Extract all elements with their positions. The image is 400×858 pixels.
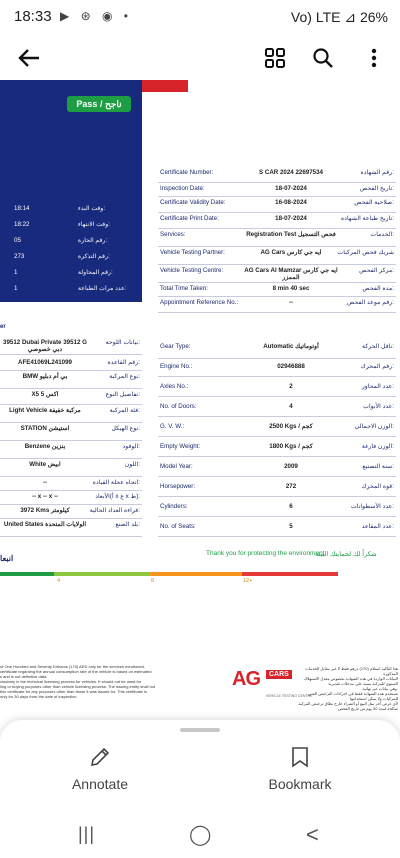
time-label: وقت الانتهاء: <box>78 221 110 228</box>
time-value: 18:14 <box>14 205 30 212</box>
emission-scale-orange <box>150 572 242 576</box>
system-nav-bar <box>0 820 400 858</box>
vehicle-left-row <box>0 372 142 389</box>
emission-scale-lightgreen <box>54 572 150 576</box>
home-icon[interactable]: ◯ <box>189 824 212 846</box>
vehicle-label-ar: الوزن فارغة: <box>361 443 394 450</box>
time-label: رقم المحاولة: <box>78 269 113 276</box>
scale-tick: 4 <box>57 578 61 584</box>
vehicle-value: 2500 Kgs / كجم <box>269 423 313 430</box>
cert-row <box>158 284 396 297</box>
thanks-text-ar: شكراً لك لحمايتك البيئة <box>315 551 377 558</box>
vehicle-label-ar: ناقل الحركة: <box>362 343 394 350</box>
header-red-tab <box>142 80 188 92</box>
annotate-button[interactable] <box>40 746 160 792</box>
vehicle-left-row <box>0 492 142 505</box>
vehicle-row <box>158 442 396 457</box>
cert-value: -- <box>288 299 294 306</box>
vehicle-label: Axles No.: <box>160 383 189 390</box>
time-row <box>0 205 142 217</box>
time-value: 1 <box>14 285 18 292</box>
bottom-action-sheet <box>0 720 400 820</box>
vehicle-left-row <box>0 506 142 519</box>
vehicle-left-value: STATION استيشن <box>20 425 70 432</box>
footer-disclaimer <box>0 664 168 699</box>
cert-label-ar: صلاحية الفحص: <box>354 199 394 206</box>
time-row <box>0 253 142 265</box>
time-value: 1 <box>14 269 18 276</box>
footer-line-ar: لأي غرض آخر مثل البيع أو الشراء خارج نطاق ترخيص المركبة <box>298 701 398 706</box>
app-bar <box>0 36 400 80</box>
emission-scale-red <box>242 572 338 576</box>
thanks-text: Thank you for protecting the environment. <box>206 550 327 557</box>
time-label: وقت البدء: <box>78 205 106 212</box>
vehicle-left-row <box>0 390 142 405</box>
bookmark-button[interactable] <box>240 746 360 792</box>
vehicle-left-value: BMW بي أم دبليو <box>22 373 68 380</box>
cert-row <box>158 214 396 229</box>
footer-line: certificate regarding the annual consumption rate of the vehicle is based on estimated <box>0 669 152 674</box>
vehicle-left-value: White ابيض <box>29 461 61 468</box>
cert-row <box>158 184 396 197</box>
cert-label: Vehicle Testing Centre: <box>160 267 224 274</box>
status-bar <box>0 0 400 36</box>
vehicle-label: Cylinders: <box>160 503 188 510</box>
time-row <box>0 269 142 281</box>
cert-value: 16-08-2024 <box>275 199 307 206</box>
vehicle-label-ar: الوزن الاجمالي: <box>354 423 394 430</box>
time-label: رقم التذكرة: <box>78 253 110 260</box>
vehicle-label-ar: عدد المقاعد: <box>361 523 394 530</box>
vehicle-left-row <box>0 442 142 459</box>
vehicle-left-label: نوع الهيكل: <box>111 425 140 432</box>
vehicle-label-ar: سنة التصنيع: <box>362 463 394 470</box>
back-nav-icon[interactable]: < <box>306 822 319 847</box>
vehicle-label-ar: قوة المحرك: <box>361 483 394 490</box>
vehicle-row <box>158 482 396 497</box>
vehicle-left-value: Benzene بنزين <box>24 443 66 450</box>
vehicle-label: No. of Doors: <box>160 403 197 410</box>
cert-row <box>158 230 396 247</box>
time-value: 05 <box>14 237 21 244</box>
vehicle-label: Empty Weight: <box>160 443 201 450</box>
cert-label: Vehicle Testing Partner: <box>160 249 225 256</box>
vehicle-value: 02946888 <box>277 363 305 370</box>
cert-row <box>158 298 396 313</box>
status-right-icons: Vo) LTE ⊿ 26% <box>290 9 388 25</box>
cert-row <box>158 198 396 213</box>
vehicle-left-label: اتجاه عجلة القيادة: <box>92 479 140 486</box>
vehicle-row <box>158 382 396 397</box>
cert-label: Appointment Reference No.: <box>160 299 239 306</box>
vehicle-left-row <box>0 478 142 491</box>
vehicle-label: No. of Seats: <box>160 523 196 530</box>
cert-label-ar: الخدمات: <box>370 231 394 238</box>
footer-disclaimer-ar <box>296 666 398 711</box>
footer-line-ar: صالحة لمدة 30 يوم من تاريخ الفحص <box>337 706 398 711</box>
vehicle-left-row <box>0 460 142 477</box>
cert-label: Inspection Date: <box>160 185 205 192</box>
vehicle-left-label: رقم القاعدة: <box>107 359 140 366</box>
recents-icon[interactable]: ||| <box>78 824 96 844</box>
emission-scale-green <box>0 572 54 576</box>
vehicle-label-ar: رقم المحرك: <box>360 363 394 370</box>
cert-label: Services: <box>160 231 186 238</box>
footer-line-ar: تستخدم هذه الشهادة فقط في اجراءات الترخيص الفني للمركبات ولا يمكن استخدامها <box>308 691 398 701</box>
vehicle-left-value: Light Vehicle مركبة خفيفة <box>9 407 81 414</box>
cert-value: Registration Test فحص التسجيل <box>246 231 336 238</box>
cert-row <box>158 266 396 283</box>
footer-line: of One Hundred and Seventy Dirhams (170) AED only for the services mentioned. <box>0 664 145 669</box>
vehicle-left-row <box>0 406 142 423</box>
time-value: 18:22 <box>14 221 30 228</box>
vehicle-left-value: -- <box>42 479 48 486</box>
footer-line-ar: البيانات الواردة في هذه الشهادة بخصوص معدل الاستهلاك السنوي للمركبة مبنية على مدخلات تقديرية <box>303 676 398 686</box>
vehicle-left-label: نوع المركبة: <box>109 373 140 380</box>
scale-tick: 8 <box>151 578 155 584</box>
vehicle-row <box>158 362 396 377</box>
time-label: عدد مرات الطباعة: <box>78 285 127 292</box>
ag-cars-logo <box>232 668 264 702</box>
bookmark-label: Bookmark <box>268 776 332 792</box>
cert-label: Certificate Print Date: <box>160 215 219 222</box>
logo-cars: CARS <box>266 670 292 679</box>
time-row <box>0 285 142 297</box>
footer-line: clusively in the technical licensing process for vehicles. It should not be used for <box>0 679 142 684</box>
cert-label-ar: رقم الشهادة: <box>360 169 394 176</box>
vehicle-left-row <box>0 358 142 371</box>
vehicle-value: 4 <box>289 403 293 410</box>
back-arrow-icon[interactable] <box>14 44 44 72</box>
grid-icon[interactable] <box>262 44 288 72</box>
annotate-label: Annotate <box>71 776 129 792</box>
vehicle-label: Model Year: <box>160 463 193 470</box>
vehicle-value: 272 <box>285 483 297 490</box>
vehicle-left-label: اللون: <box>124 461 140 468</box>
footer-line: ling or buying purposes other than vehicle licensing process. The issuing entity shall not <box>0 684 156 689</box>
vehicle-value: 1800 Kgs / كجم <box>269 443 313 450</box>
time-value: 273 <box>14 253 25 260</box>
vehicle-left-value: 39512 Dubai Private 39512 G دبي خصوصي <box>3 339 87 353</box>
vehicle-left-value: United States الولايات المتحدة <box>3 521 87 528</box>
vehicle-left-value: AFE41069L241099 <box>17 359 72 366</box>
status-time: 18:33 <box>14 8 52 25</box>
time-row <box>0 237 142 249</box>
vehicle-value: 2009 <box>284 463 298 470</box>
vehicle-label-ar: عدد المحاور: <box>361 383 394 390</box>
cert-value: 18-07-2024 <box>275 215 307 222</box>
vehicle-left-label: قراءة العداد الحالية: <box>89 507 140 514</box>
vehicle-row <box>158 402 396 417</box>
vehicle-left-value: X5 اكس 5 <box>31 391 59 398</box>
vehicle-label-ar: عدد الأسطوانات: <box>350 503 394 510</box>
vehicle-left-label: بيانات اللوحة: <box>105 339 140 346</box>
search-icon[interactable] <box>310 44 336 72</box>
vehicle-label: Engine No.: <box>160 363 193 370</box>
cert-label-ar: مركز الفحص: <box>359 267 394 274</box>
vehicle-row <box>158 522 396 537</box>
cert-value: S CAR 2024 22697534 <box>259 169 323 176</box>
vehicle-label-ar: عدد الأبواب: <box>363 403 394 410</box>
cert-value: 18-07-2024 <box>275 185 307 192</box>
vehicle-value: 5 <box>289 523 293 530</box>
vehicle-row <box>158 422 396 437</box>
pass-badge: Pass / ناجح <box>67 96 131 112</box>
vehicle-left-label: بلد الصنع: <box>115 521 140 528</box>
logo-subtitle: VEHICLE TESTING CENTRE <box>266 694 313 698</box>
cert-label-ar: تاريخ الفحص: <box>359 185 394 192</box>
sheet-handle[interactable] <box>180 728 220 732</box>
vehicle-left-label: الوقود: <box>122 443 140 450</box>
footer-line-ar: وهي بيانات غير نهائية. <box>362 686 398 691</box>
vehicle-row <box>158 502 396 517</box>
vehicle-label: Gear Type: <box>160 343 191 350</box>
cert-label: Total Time Taken: <box>160 285 209 292</box>
vehicle-row <box>158 462 396 477</box>
cutoff-heading: er <box>0 324 6 330</box>
vehicle-left-label: فئة المركبة: <box>109 407 140 414</box>
cert-value: 8 min 40 sec <box>272 285 310 292</box>
footer-line: this certificate for any purposes other than those it was issued for. This certificate is <box>0 689 147 694</box>
pencil-icon <box>40 746 160 772</box>
logo-ag: AG <box>232 668 260 690</box>
vehicle-left-label: الأبعاد(أ x ع x ط): <box>95 493 140 500</box>
cert-label-ar: شريك فحص المركبات <box>337 249 394 256</box>
vehicle-value: 6 <box>289 503 293 510</box>
vehicle-left-row <box>0 424 142 441</box>
cert-row <box>158 168 396 183</box>
time-label: رقم الحارة: <box>78 237 108 244</box>
vehicle-label: Horsepower: <box>160 483 196 490</box>
footer-line: s and is not definitive data. <box>0 674 48 679</box>
vehicle-left-label: تفاصيل النوع: <box>105 391 140 398</box>
vehicle-left-row <box>0 338 142 355</box>
cert-row <box>158 248 396 265</box>
vehicle-row <box>158 342 396 359</box>
cert-value: AG Cars ايه جي كارس <box>260 249 322 256</box>
more-vert-icon[interactable] <box>362 44 386 72</box>
vehicle-label: G. V. W.: <box>160 423 185 430</box>
vehicle-left-value: -- x -- x -- <box>31 493 59 500</box>
cert-label: Certificate Validity Date: <box>160 199 226 206</box>
cert-label-ar: تاريخ طباعة الشهادة: <box>340 215 394 222</box>
cert-label: Certificate Number: <box>160 169 214 176</box>
cert-label-ar: رقم موعد الفحص: <box>347 299 394 306</box>
time-row <box>0 221 142 233</box>
vehicle-value: 2 <box>289 383 293 390</box>
vehicle-left-row <box>0 520 142 537</box>
cert-label-ar: مدة الفحص: <box>362 285 394 292</box>
document-page[interactable] <box>0 80 400 720</box>
emission-label: انبعا <box>0 554 14 563</box>
bookmark-icon <box>240 746 360 772</box>
vehicle-left-value: 3972 Kms كيلومتر <box>20 507 70 514</box>
cert-value: AG Cars Al Mamzar ايه جي كارس الممزر <box>244 267 338 281</box>
footer-line: only for 30 days from the date of inspection. <box>0 694 78 699</box>
vehicle-value: Automatic أوتوماتيك <box>263 343 319 350</box>
notification-icons: ▶ ⊛ ◉ • <box>60 9 132 23</box>
footer-line-ar: هذا التأكيد استلام (170) درهم فقط لا غير مقابل الخدمات المذكورة <box>305 666 398 676</box>
scale-tick: 12+ <box>243 578 253 584</box>
